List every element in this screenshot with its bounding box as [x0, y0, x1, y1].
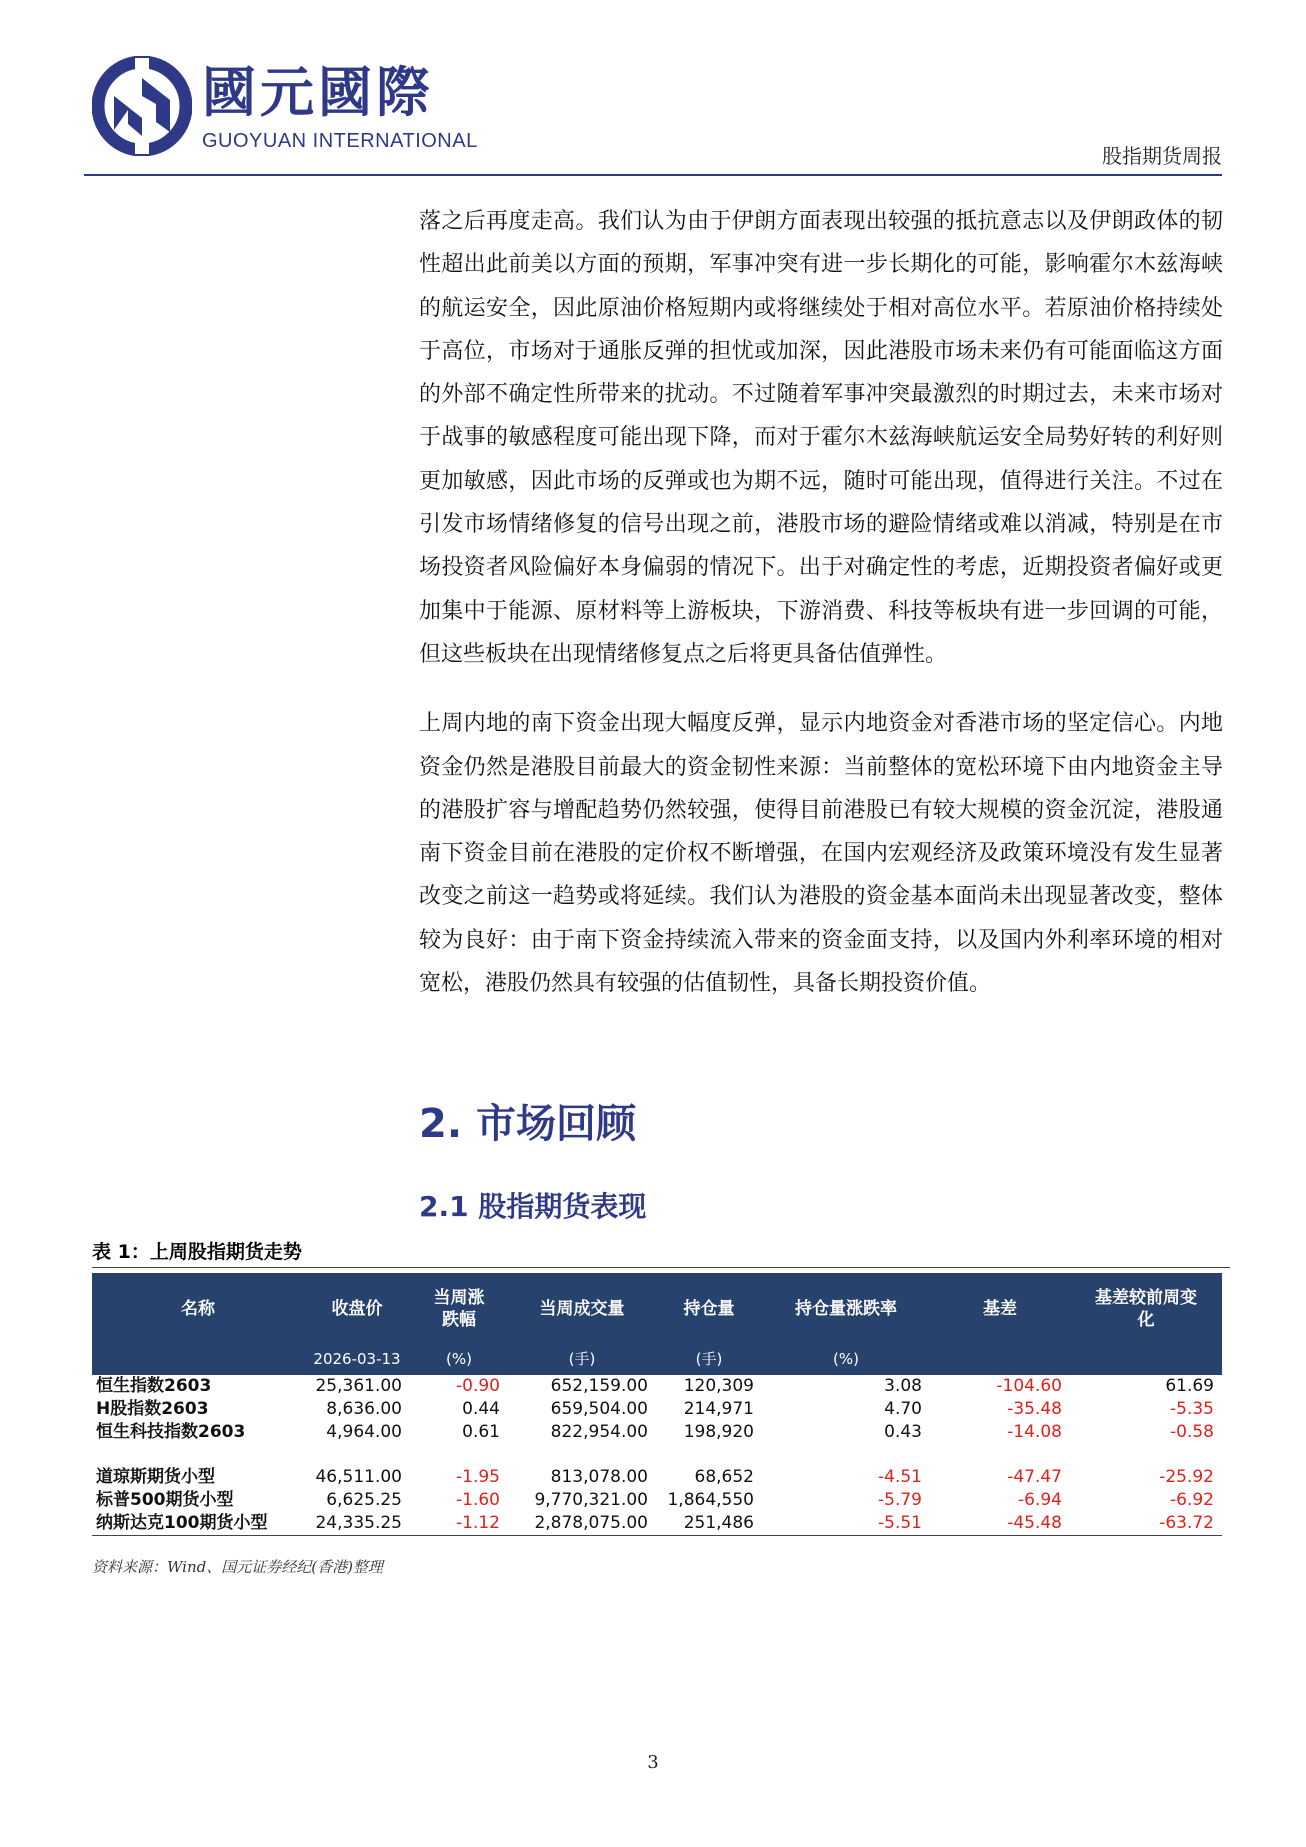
cell-chg: 0.44 [462, 1399, 500, 1419]
cell-oi: 1,864,550 [667, 1490, 754, 1510]
cell-contract-name: 道琼斯期货小型 [96, 1467, 215, 1487]
cell-basis-chg: -25.92 [1159, 1467, 1214, 1487]
cell-oi: 198,920 [683, 1422, 754, 1442]
cell-basis-chg: -63.72 [1070, 1512, 1222, 1536]
cell-basis: -6.94 [1018, 1490, 1062, 1510]
cell-contract-name: 纳斯达克100期货小型 [92, 1512, 304, 1536]
table-row [92, 1489, 1222, 1512]
col-header-volume: 当周成交量 [508, 1273, 656, 1345]
cell-close: 46,511.00 [315, 1467, 402, 1487]
paragraph: 落之后再度走高。我们认为由于伊朗方面表现出较强的抵抗意志以及伊朗政体的韧性超出此前美以方面的预期，军事冲突有进一步长期化的可能，影响霍尔木兹海峡的航运安全，因此原油价格短期内或将继续处于相对高位水平。若原油价格持续处于高位，市场对于通胀反弹的担忧或加深，因此港股市场未来仍有可能面临这方面的外部不确定性所带来的扰动。不过随着军事冲突最激烈的时期过去，未来市场对于战事的敏感程度可能出现下降，而对于霍尔木兹海峡航运安全局势好转的利好则更加敏感，因此市场的反弹或也为期不远，随时可能出现，值得进行关注。不过在引发市场情绪修复的信号出现之前，港股市场的避险情绪或难以消减，特别是在市场投资者风险偏好本身偏弱的情况下。出于对确定性的考虑，近期投资者偏好或更加集中于能源、原材料等上游板块，下游消费、科技等板块有进一步回调的可能，但这些板块在出现情绪修复点之后将更具备估值弹性。 [419, 209, 1223, 667]
cell-close: 24,335.25 [304, 1512, 410, 1536]
subheader-unit: (%) [410, 1345, 508, 1375]
subheader [1070, 1345, 1222, 1375]
cell-basis-chg: -5.35 [1170, 1399, 1214, 1419]
cell-chg: -1.12 [410, 1512, 508, 1536]
col-header-oi-change: 持仓量涨跌率 [762, 1273, 930, 1345]
cell-oi: 251,486 [656, 1512, 762, 1536]
subheader-unit: (%) [762, 1345, 930, 1375]
subheader [930, 1345, 1070, 1375]
futures-table [92, 1273, 1222, 1536]
subheader-date: 2026-03-13 [304, 1345, 410, 1375]
cell-basis-chg: -6.92 [1170, 1490, 1214, 1510]
cell-close: 25,361.00 [315, 1376, 402, 1396]
table-title: 表 1：上周股指期货走势 [92, 1241, 302, 1263]
cell-basis-chg: 61.69 [1165, 1376, 1214, 1396]
cell-basis: -45.48 [930, 1512, 1070, 1536]
subheader [92, 1345, 304, 1375]
col-header-change: 当周涨跌幅 [410, 1273, 508, 1345]
cell-oi-chg: -5.51 [762, 1512, 930, 1536]
header-divider [84, 174, 1222, 176]
subheader-unit: (手) [508, 1345, 656, 1375]
col-header-name: 名称 [92, 1273, 304, 1345]
paragraph: 上周内地的南下资金出现大幅度反弹，显示内地资金对香港市场的坚定信心。内地资金仍然是港股目前最大的资金韧性来源：当前整体的宽松环境下由内地资金主导的港股扩容与增配趋势仍然较强，使得目前港股已有较大规模的资金沉淀，港股通南下资金目前在港股的定价权不断增强，在国内宏观经济及政策环境没有发生显著改变之前这一趋势或将延续。我们认为港股的资金基本面尚未出现显著改变，整体较为良好：由于南下资金持续流入带来的资金面支持，以及国内外利率环境的相对宽松，港股仍然具有较强的估值韧性，具备长期投资价值。 [419, 711, 1223, 997]
page-number: 3 [647, 1752, 659, 1773]
cell-chg: -1.95 [456, 1467, 500, 1487]
table-row [92, 1466, 1222, 1489]
cell-basis-chg: -0.58 [1170, 1422, 1214, 1442]
report-type-label: 股指期货周报 [1102, 144, 1222, 168]
table-row [92, 1375, 1222, 1398]
cell-close: 8,636.00 [326, 1399, 402, 1419]
cell-contract-name: 恒生指数2603 [96, 1376, 212, 1396]
table-source-note: 资料来源：Wind、国元证券经纪(香港)整理 [92, 1558, 383, 1576]
cell-chg: 0.61 [462, 1422, 500, 1442]
subheader-unit: (手) [656, 1345, 762, 1375]
cell-contract-name: H股指数2603 [96, 1399, 209, 1419]
cell-vol: 652,159.00 [550, 1376, 648, 1396]
table-top-rule [92, 1267, 1230, 1268]
brand-name-en: GUOYUAN INTERNATIONAL [202, 130, 478, 152]
section-heading: 2. 市场回顾 [419, 1101, 636, 1147]
col-header-basis: 基差 [930, 1273, 1070, 1345]
cell-vol: 822,954.00 [550, 1422, 648, 1442]
cell-basis: -104.60 [996, 1376, 1062, 1396]
cell-oi-chg: -4.51 [878, 1467, 922, 1487]
cell-basis: -35.48 [1007, 1399, 1062, 1419]
cell-chg: -0.90 [456, 1376, 500, 1396]
cell-basis: -14.08 [1007, 1422, 1062, 1442]
cell-oi: 120,309 [683, 1376, 754, 1396]
cell-vol: 659,504.00 [550, 1399, 648, 1419]
cell-oi-chg: 4.70 [884, 1399, 922, 1419]
cell-chg: -1.60 [456, 1490, 500, 1510]
cell-vol: 2,878,075.00 [508, 1512, 656, 1536]
cell-contract-name: 恒生科技指数2603 [96, 1422, 246, 1442]
table-row [92, 1512, 1222, 1536]
col-header-close: 收盘价 [304, 1273, 410, 1345]
cell-vol: 9,770,321.00 [534, 1490, 648, 1510]
brand-name-cn: 國元國際 [202, 61, 434, 124]
table-row [92, 1421, 1222, 1444]
page-header [0, 0, 1306, 176]
cell-oi-chg: 3.08 [884, 1376, 922, 1396]
cell-oi-chg: -5.79 [878, 1490, 922, 1510]
cell-oi-chg: 0.43 [884, 1422, 922, 1442]
guoyuan-logo-icon [92, 56, 192, 156]
cell-vol: 813,078.00 [550, 1467, 648, 1487]
table-group-spacer [92, 1444, 1222, 1466]
cell-basis: -47.47 [1007, 1467, 1062, 1487]
col-header-oi: 持仓量 [656, 1273, 762, 1345]
cell-oi: 68,652 [694, 1467, 754, 1487]
subsection-heading: 2.1 股指期货表现 [419, 1190, 647, 1223]
cell-oi: 214,971 [683, 1399, 754, 1419]
cell-close: 4,964.00 [326, 1422, 402, 1442]
col-header-basis-change: 基差较前周变化 [1070, 1273, 1222, 1345]
cell-contract-name: 标普500期货小型 [96, 1490, 234, 1510]
body-text [419, 200, 1223, 1005]
cell-close: 6,625.25 [326, 1490, 402, 1510]
table-row [92, 1398, 1222, 1421]
